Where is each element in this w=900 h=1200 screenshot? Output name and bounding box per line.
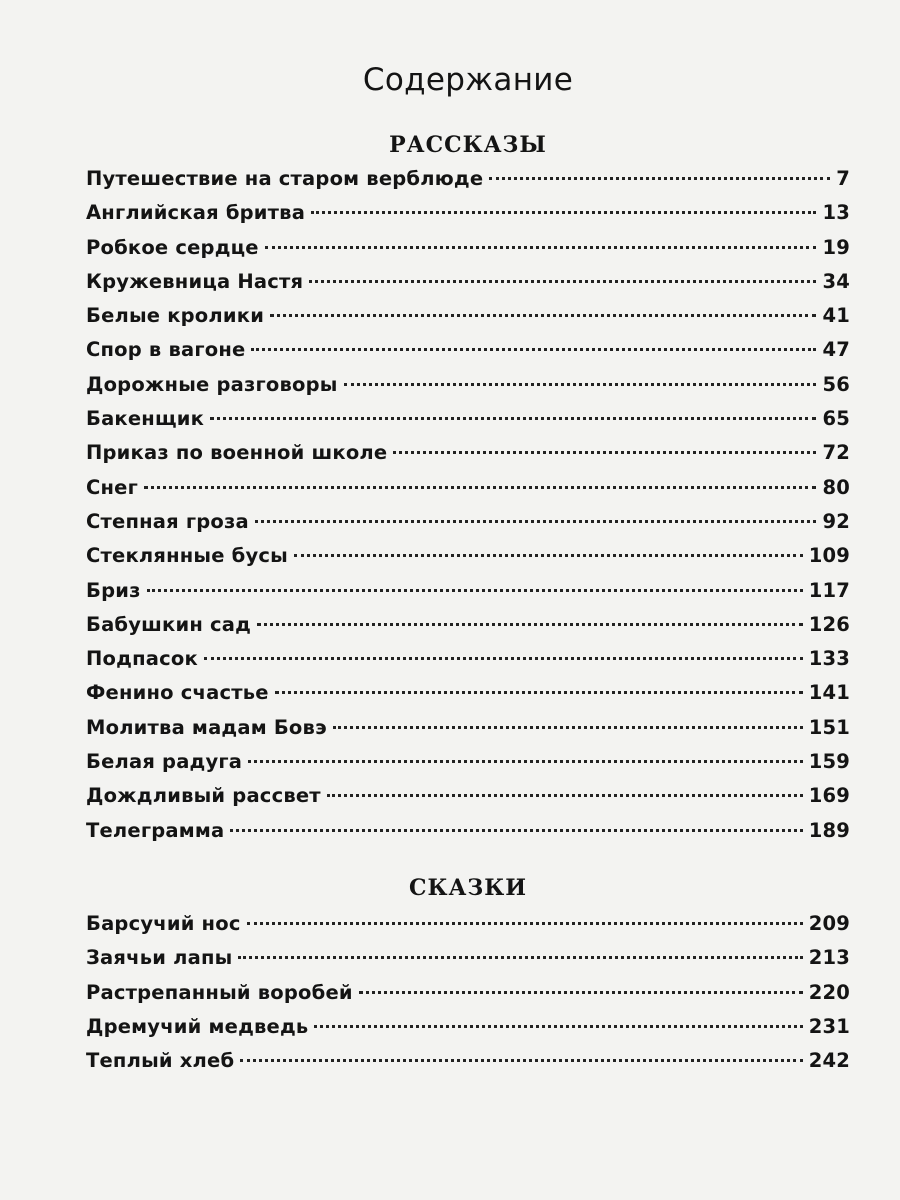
toc-entry	[86, 579, 850, 613]
toc-entry-page-number: 213	[808, 946, 850, 970]
toc-entry	[86, 407, 850, 441]
dot-leader	[147, 589, 803, 592]
toc-entry-page-number: 65	[822, 407, 850, 431]
toc-entry	[86, 510, 850, 544]
toc-entry-title: Молитва мадам Бовэ	[86, 715, 327, 739]
toc-entry-title: Дождливый рассвет	[86, 784, 321, 808]
dot-leader	[294, 554, 803, 557]
toc-entry-title: Барсучий нос	[86, 911, 241, 935]
toc-entry-page-number: 133	[808, 647, 850, 671]
toc-entry	[86, 476, 850, 510]
toc-entry	[86, 544, 850, 578]
toc-entry-page-number: 151	[808, 715, 850, 739]
toc-entry-page-number: 209	[808, 911, 850, 935]
toc-entry-page-number: 92	[822, 509, 850, 533]
toc-entry-title: Английская бритва	[86, 201, 306, 225]
toc-entry-page-number: 34	[822, 269, 850, 293]
toc-entry-title: Робкое сердце	[86, 235, 259, 259]
toc-entry-page-number: 109	[808, 544, 850, 568]
toc-entry-title: Подпасок	[86, 647, 198, 671]
dot-leader	[393, 451, 816, 454]
toc-entry-title: Заячьи лапы	[86, 946, 233, 970]
dot-leader	[257, 623, 803, 626]
dot-leader	[314, 1025, 802, 1028]
section-heading-stories: РАССКАЗЫ	[389, 132, 547, 158]
toc-entry	[86, 912, 850, 946]
dot-leader	[144, 486, 816, 489]
toc-entry-title: Стеклянные бусы	[86, 544, 288, 568]
toc-entry-page-number: 159	[808, 750, 850, 774]
dot-leader	[240, 1059, 802, 1062]
toc-entry	[86, 716, 850, 750]
dot-leader	[255, 520, 817, 523]
toc-entry-title: Степная гроза	[86, 509, 249, 533]
dot-leader	[489, 177, 830, 180]
toc-entry	[86, 750, 850, 784]
toc-entry-page-number: 19	[822, 235, 850, 259]
dot-leader	[238, 956, 802, 959]
toc-entry	[86, 784, 850, 818]
toc-entry-title: Снег	[86, 475, 138, 499]
toc-entry-title: Кружевница Настя	[86, 269, 304, 293]
toc-entry	[86, 819, 850, 853]
toc-entry-page-number: 220	[808, 980, 850, 1004]
toc-entry-title: Белая радуга	[86, 750, 243, 774]
page-title: Содержание	[362, 62, 574, 98]
toc-entry-page-number: 117	[808, 578, 850, 602]
toc-entry	[86, 1049, 850, 1083]
toc-entry-title: Дорожные разговоры	[86, 372, 338, 396]
toc-entry-page-number: 41	[822, 304, 850, 328]
toc-entry-title: Спор в вагоне	[86, 338, 246, 362]
toc-entry-title: Путешествие на старом верблюде	[86, 167, 484, 190]
dot-leader	[204, 657, 803, 660]
toc-entry	[86, 681, 850, 715]
toc-entry	[86, 1015, 850, 1049]
toc-entry-title: Белые кролики	[86, 304, 265, 328]
table-of-contents	[86, 62, 850, 1083]
toc-list-tales	[86, 912, 850, 1083]
toc-list-stories	[86, 167, 850, 853]
dot-leader	[344, 383, 817, 386]
toc-entry-page-number: 80	[822, 475, 850, 499]
toc-entry-page-number: 47	[822, 338, 850, 362]
toc-entry-title: Бакенщик	[86, 407, 205, 431]
toc-entry	[86, 981, 850, 1015]
toc-entry	[86, 201, 850, 235]
toc-entry	[86, 647, 850, 681]
dot-leader	[309, 280, 816, 283]
toc-entry	[86, 167, 850, 201]
toc-entry	[86, 946, 850, 980]
toc-entry-title: Растрепанный воробей	[86, 980, 353, 1004]
toc-entry-page-number: 141	[808, 681, 850, 705]
toc-entry-page-number: 169	[808, 784, 850, 808]
toc-entry-title: Дремучий медведь	[86, 1014, 309, 1038]
toc-entry	[86, 304, 850, 338]
toc-entry-page-number: 126	[808, 612, 850, 636]
toc-entry-title: Приказ по военной школе	[86, 441, 388, 465]
dot-leader	[210, 417, 816, 420]
toc-entry-title: Бриз	[86, 578, 141, 602]
dot-leader	[248, 760, 803, 763]
toc-entry-page-number: 13	[822, 201, 850, 225]
toc-entry	[86, 373, 850, 407]
toc-entry	[86, 613, 850, 647]
toc-entry-title: Телеграмма	[86, 818, 225, 842]
section-heading-tales: СКАЗКИ	[408, 874, 528, 901]
toc-entry-page-number: 7	[836, 167, 850, 190]
toc-entry-page-number: 189	[808, 818, 850, 842]
dot-leader	[251, 348, 816, 351]
toc-entry-title: Фенино счастье	[86, 681, 269, 705]
toc-entry-page-number: 56	[822, 372, 850, 396]
toc-entry-page-number: 231	[808, 1014, 850, 1038]
dot-leader	[327, 794, 803, 797]
toc-entry-title: Бабушкин сад	[86, 612, 252, 636]
toc-entry	[86, 441, 850, 475]
toc-entry-page-number: 72	[822, 441, 850, 465]
toc-entry	[86, 338, 850, 372]
dot-leader	[333, 726, 803, 729]
dot-leader	[359, 991, 803, 994]
toc-entry	[86, 236, 850, 270]
toc-entry	[86, 270, 850, 304]
dot-leader	[311, 211, 816, 214]
dot-leader	[270, 314, 816, 317]
dot-leader	[247, 922, 803, 925]
dot-leader	[265, 246, 817, 249]
toc-entry-page-number: 242	[808, 1049, 850, 1073]
dot-leader	[275, 691, 803, 694]
toc-entry-title: Теплый хлеб	[86, 1049, 235, 1073]
dot-leader	[230, 829, 802, 832]
